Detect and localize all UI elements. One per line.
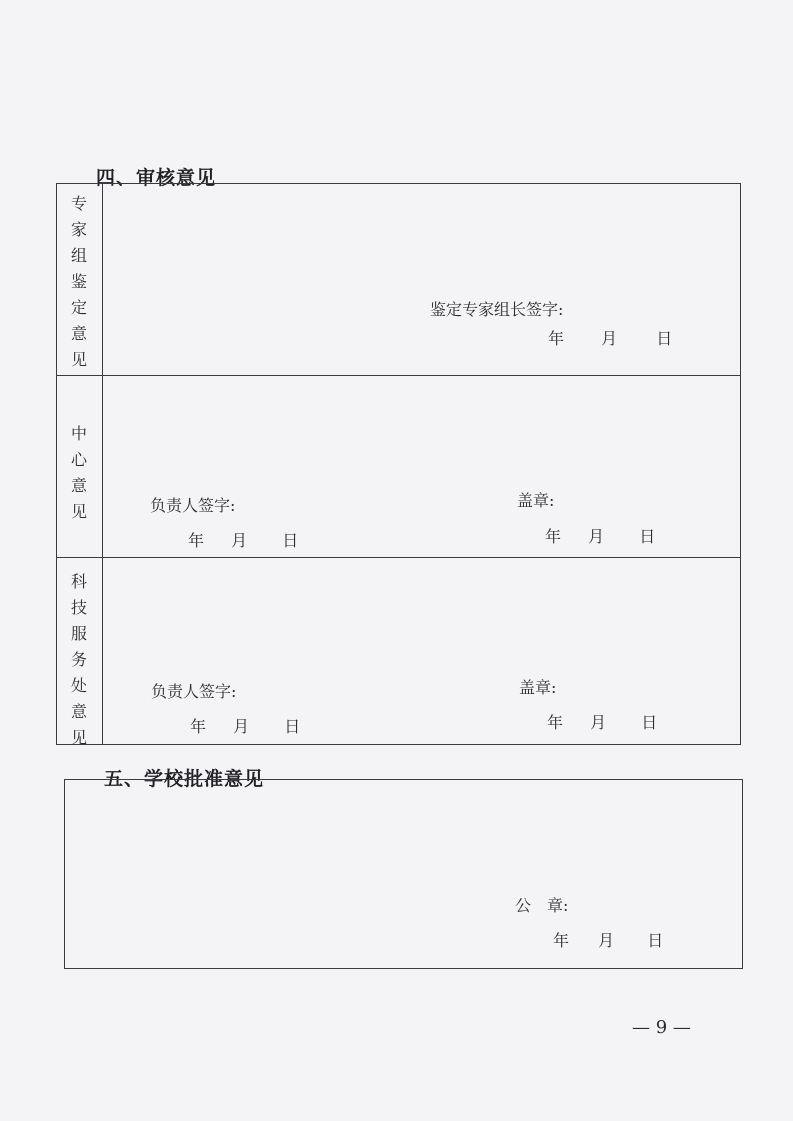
section-4-heading: 四、审核意见 — [96, 167, 217, 189]
label-char: 服 — [70, 624, 87, 643]
date-month: 月 — [601, 329, 618, 348]
expert-group-opinion-label — [57, 191, 101, 373]
section-5-heading: 五、学校批准意见 — [104, 768, 265, 790]
label-char: 定 — [70, 298, 87, 317]
date-year: 年 — [547, 713, 564, 732]
date-year: 年 — [553, 931, 570, 950]
center-responsible-signature-label: 负责人签字: — [150, 496, 236, 515]
center-opinion-label — [57, 421, 101, 525]
label-char: 处 — [70, 676, 87, 695]
date-day: 日 — [639, 527, 656, 546]
center-seal-label: 盖章: — [517, 491, 555, 510]
date-year: 年 — [545, 527, 562, 546]
row-divider-1 — [57, 375, 740, 376]
date-day: 日 — [656, 329, 673, 348]
date-month: 月 — [598, 931, 615, 950]
office-responsible-signature-label: 负责人签字: — [151, 682, 237, 701]
label-char: 组 — [70, 246, 87, 265]
date-year: 年 — [188, 531, 205, 550]
label-char: 见 — [70, 502, 87, 521]
sci-tech-office-opinion-label — [57, 569, 101, 751]
label-char: 专 — [70, 194, 87, 213]
center-seal-date — [545, 524, 655, 547]
expert-signature-date — [548, 326, 672, 349]
page-number: — 9 — — [632, 1017, 691, 1038]
office-signature-date — [190, 714, 300, 737]
label-char: 中 — [70, 424, 87, 443]
date-year: 年 — [548, 329, 565, 348]
official-seal-label: 公 章: — [515, 896, 569, 915]
office-seal-label: 盖章: — [519, 678, 557, 697]
label-char: 意 — [70, 702, 87, 721]
expert-leader-signature-label: 鉴定专家组长签字: — [430, 300, 564, 319]
label-char: 科 — [70, 572, 87, 591]
date-day: 日 — [282, 531, 299, 550]
review-opinions-table — [56, 183, 741, 745]
label-char: 意 — [70, 324, 87, 343]
label-char: 家 — [70, 220, 87, 239]
date-day: 日 — [647, 931, 664, 950]
date-year: 年 — [190, 717, 207, 736]
label-char: 心 — [70, 450, 87, 469]
office-seal-date — [547, 710, 657, 733]
date-month: 月 — [231, 531, 248, 550]
approval-date — [553, 928, 663, 951]
center-signature-date — [188, 528, 298, 551]
label-char: 务 — [70, 650, 87, 669]
date-month: 月 — [588, 527, 605, 546]
label-char: 见 — [70, 728, 87, 747]
date-day: 日 — [641, 713, 658, 732]
label-char: 见 — [70, 350, 87, 369]
date-month: 月 — [233, 717, 250, 736]
date-day: 日 — [284, 717, 301, 736]
label-char: 鉴 — [70, 272, 87, 291]
label-char: 技 — [70, 598, 87, 617]
row-divider-2 — [57, 557, 740, 558]
date-month: 月 — [590, 713, 607, 732]
label-char: 意 — [70, 476, 87, 495]
label-column-divider — [102, 184, 103, 744]
